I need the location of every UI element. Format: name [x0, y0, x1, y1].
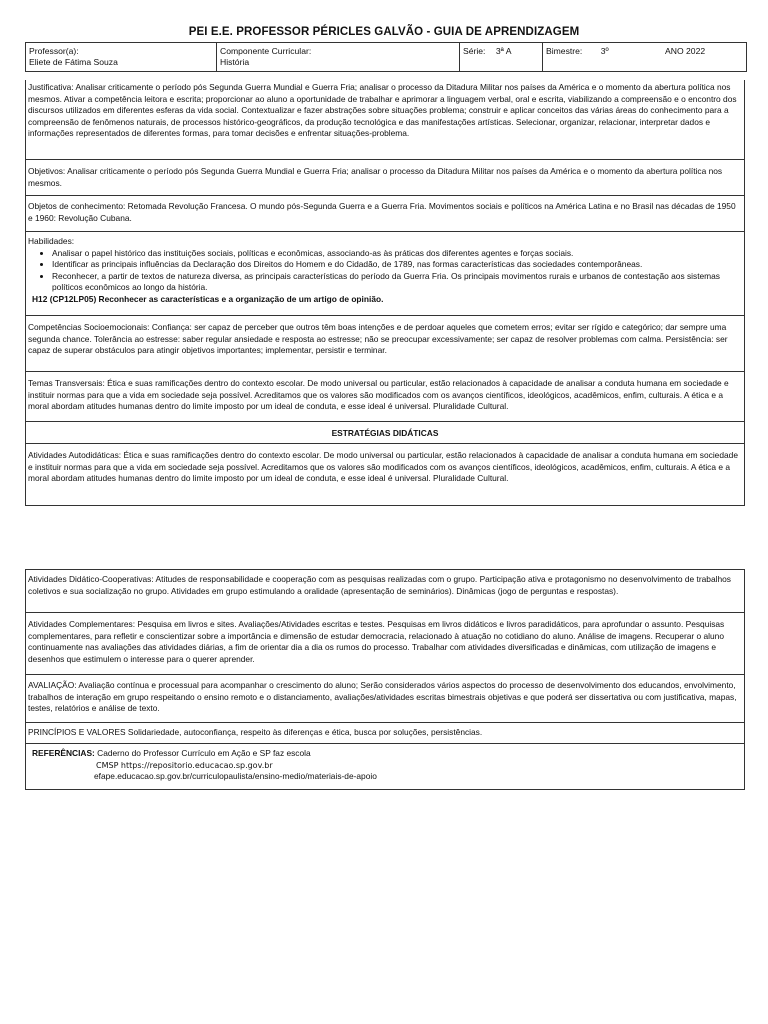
habilidade-item: • Reconhecer, a partir de textos de natureza diversa, as principais características do período da Guerra Fria. Os principais movimentos rurais e urbanos de contestação aos sistemas políticos econômicos ao longo da história.	[52, 271, 742, 294]
habilidade-item: • Analisar o papel histórico das instituições sociais, políticas e econômicas, associando-as às práticas dos diferentes agentes e forças sociais.	[52, 248, 742, 260]
complementares-section	[25, 613, 745, 675]
cooperativas-text: Atividades Didático-Cooperativas: Atitudes de responsabilidade e cooperação com as pesquisas realizadas com o grupo. Participação ativa e protagonismo no desenvolvimento de trabalhos coletivos e sua socialização no grupo. Atividades em grupo estimulando a oralidade (apresentação de seminários). Dinâmicas (jogo de perguntas e respostas).	[28, 574, 731, 596]
objetivos-section	[25, 160, 745, 196]
principios-text: PRINCÍPIOS E VALORES Solidariedade, autoconfiança, respeito às diferenças e ética, busca por soluções, persistências.	[28, 727, 483, 737]
serie-cell	[460, 43, 543, 72]
habilidades-label: Habilidades:	[28, 236, 75, 246]
habilidade-h12: H12 (CP12LP05) Reconhecer as características e a organização de um artigo de opinião.	[32, 293, 384, 304]
autodidaticas-section	[25, 444, 745, 506]
objetivos-text: Objetivos: Analisar criticamente o período pós Segunda Guerra Mundial e Guerra Fria; analisar o processo da Ditadura Militar nos países da América e o momento da abertura política nos mesmos.	[28, 166, 723, 188]
avaliacao-section	[25, 675, 745, 723]
referencias-section	[25, 744, 745, 790]
componente-label: Componente Curricular:	[220, 46, 312, 56]
objetos-text: Objetos de conhecimento: Retomada Revolução Francesa. O mundo pós-Segunda Guerra e a Guerra Fria. Movimentos sociais e políticos na América Latina e no Brasil nas décadas de 1950 e 1960: Revolução Cubana.	[28, 201, 736, 223]
estrategias-heading: ESTRATÉGIAS DIDÁTICAS	[331, 428, 439, 438]
professor-cell	[26, 43, 217, 72]
bimestre-value: 3º	[600, 46, 609, 56]
componente-cell	[217, 43, 460, 72]
professor-label: Professor(a):	[29, 46, 79, 56]
referencias-label: REFERÊNCIAS:	[32, 748, 95, 758]
professor-name: Eliete de Fátima Souza	[29, 57, 118, 67]
bimestre-cell	[543, 43, 747, 72]
ano-label: ANO 2022	[665, 46, 706, 56]
avaliacao-text: AVALIAÇÃO: Avaliação contínua e processual para acompanhar o crescimento do aluno; Serão considerados vários aspectos do processo de desenvolvimento dos educandos, envolvimento, trabalhos de interação em grupo respeitando o ensino remoto e o distanciamento, avaliações/atividades escritas bimestrais objetivas e que poderá ser dissertativa ou com justificativa, mapas, testes, relatórios e análise de texto.	[28, 680, 737, 714]
referencias-line2: CMSP https://repositorio.educacao.sp.gov.br	[96, 760, 273, 770]
cooperativas-section	[25, 569, 745, 613]
justificativa-section	[25, 80, 745, 160]
serie-value: 3ª A	[495, 46, 512, 56]
referencias-line3: efape.educacao.sp.gov.br/curriculopaulista/ensino-medio/materiais-de-apoio	[94, 771, 377, 782]
componente-value: História	[220, 57, 250, 67]
autodidaticas-text: Atividades Autodidáticas: Ética e suas ramificações dentro do contexto escolar. De modo universal ou particular, estão relacionados à capacidade de analisar a conduta humana em sociedade e instituir normas para que a vida em sociedade seja possível. Acreditamos que os valores são modificados com os avanços científicos, ideológicos, acadêmicos, enfim, culturais. A ética e a moral abordam atitudes humanas dentro do limite imposto por um ideal de conduta, e esse ideal é universal. Pluralidade Cultural.	[28, 450, 738, 484]
estrategias-heading-section	[25, 422, 745, 444]
objetos-section	[25, 196, 745, 232]
temas-text: Temas Transversais: Ética e suas ramificações dentro do contexto escolar. De modo universal ou particular, estão relacionados à capacidade de analisar a conduta humana em sociedade e instituir normas para que a vida em sociedade seja possível. Acreditamos que os valores são modificados com os avanços científicos, ideológicos, acadêmicos, enfim, culturais. A ética e a moral abordam atitudes humanas dentro do limite imposto por um ideal de conduta, e esse ideal é universal. Pluralidade Cultural.	[28, 378, 729, 412]
habilidades-list	[28, 248, 742, 294]
competencias-text: Competências Socioemocionais: Confiança: ser capaz de perceber que outros têm boas intenções e de perdoar aqueles que cometem erros; evitar ser rígido e categórico; dar sempre uma segunda chance. Tolerância ao estresse: saber regular ansiedade e resposta ao estresse; não se preocupar excessivamente; ser capaz de resolver problemas com calma. Persistência: ser capaz de superar obstáculos para atingir objetivos importantes; implementar, persistir e terminar.	[28, 322, 728, 356]
header-table	[25, 42, 747, 72]
competencias-section	[25, 316, 745, 372]
principios-section	[25, 723, 745, 744]
justificativa-text: Justificativa: Analisar criticamente o período pós Segunda Guerra Mundial e Guerra Fria; analisar o processo da Ditadura Militar nos países da América e o momento da abertura política nos mesmos. Ativar a competência leitora e escrita; proporcionar ao aluno a oportunidade de trabalhar e aprimorar a linguagem verbal, oral e escrita, viabilizando a compreensão e o encontro dos discursos utilizados em diferentes esferas da vida social. Contextualizar e fazer abstrações sobre situações problema; construir e aplicar conceitos das várias áreas do conhecimento para a compreensão de fenômenos naturais, de processos histórico-geográficos, da produção tecnológica e das manifestações artísticas. Selecionar, organizar, relacionar, interpretar dados e informações representados de diferentes formas, para tomar decisões e enfrentar situações-problema.	[28, 82, 737, 139]
bimestre-label: Bimestre:	[546, 46, 583, 56]
temas-section	[25, 372, 745, 422]
document-title: PEI E.E. PROFESSOR PÉRICLES GALVÃO - GUIA DE APRENDIZAGEM	[188, 26, 580, 38]
complementares-text: Atividades Complementares: Pesquisa em livros e sites. Avaliações/Atividades escritas e testes. Pesquisas em livros didáticos e livros paradidáticos, para aprofundar o assunto. Pesquisas complementares, para refletir e conscientizar sobre a importância e dimensão de estudar democracia, relacionado à atuação no cotidiano do aluno. Análise de imagens. Recuperar o aluno continuamente nas avaliações das atividades diárias, a fim de orientar dia a dia os rumos do processo. Trabalhar com atividades diversificadas e dinâmicas, com utilização de imagens e desenhos que estimulem o interesse para o querer aprender.	[28, 619, 725, 664]
referencias-line1: Caderno do Professor Currículo em Ação e SP faz escola	[97, 748, 311, 758]
habilidades-section	[25, 232, 745, 316]
serie-label: Série:	[463, 46, 486, 56]
habilidade-item: • Identificar as principais influências da Declaração dos Direitos do Homem e do Cidadão, de 1789, nas formas características das sociedades contemporâneas.	[52, 259, 742, 271]
